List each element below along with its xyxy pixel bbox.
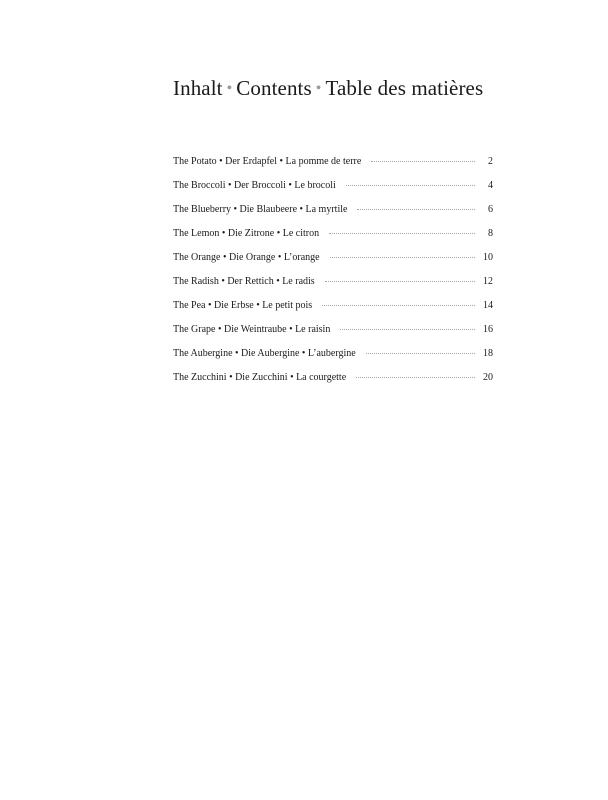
toc-entry[interactable]	[173, 274, 493, 298]
dot-leader	[357, 209, 475, 210]
title-separator: •	[226, 80, 233, 97]
toc-entry[interactable]	[173, 370, 493, 394]
dot-leader	[356, 377, 475, 378]
toc-entry-page: 16	[483, 324, 493, 335]
dot-leader	[371, 161, 475, 162]
toc-entry-label: The Blueberry • Die Blaubeere • La myrtile	[173, 204, 348, 215]
toc-entry-label: The Broccoli • Der Broccoli • Le brocoli	[173, 180, 336, 191]
toc-entry[interactable]	[173, 226, 493, 250]
toc-entry-label: The Pea • Die Erbse • Le petit pois	[173, 300, 313, 311]
toc-title-english: Contents	[236, 76, 312, 100]
toc-entry[interactable]	[173, 202, 493, 226]
dot-leader	[366, 353, 475, 354]
toc-entry-page: 8	[488, 228, 493, 239]
toc-list	[173, 154, 493, 394]
toc-entry[interactable]	[173, 154, 493, 178]
dot-leader	[340, 329, 475, 330]
dot-leader	[346, 185, 475, 186]
toc-title-german: Inhalt	[173, 76, 223, 100]
title-separator: •	[315, 80, 322, 97]
toc-entry-page: 10	[483, 252, 493, 263]
toc-entry[interactable]	[173, 322, 493, 346]
dot-leader	[330, 257, 475, 258]
toc-entry-label: The Radish • Der Rettich • Le radis	[173, 276, 315, 287]
toc-entry-page: 18	[483, 348, 493, 359]
toc-entry-page: 2	[488, 156, 493, 167]
toc-entry-label: The Lemon • Die Zitrone • Le citron	[173, 228, 320, 239]
toc-entry-page: 6	[488, 204, 493, 215]
toc-entry-page: 14	[483, 300, 493, 311]
toc-entry-label: The Zucchini • Die Zucchini • La courgette	[173, 372, 347, 383]
toc-title	[173, 74, 483, 105]
toc-entry-label: The Potato • Der Erdapfel • La pomme de terre	[173, 156, 362, 167]
toc-title-french: Table des matières	[325, 76, 484, 100]
toc-entry[interactable]	[173, 178, 493, 202]
toc-entry-page: 4	[488, 180, 493, 191]
toc-entry[interactable]	[173, 298, 493, 322]
toc-entry-label: The Aubergine • Die Aubergine • L’aubergine	[173, 348, 356, 359]
dot-leader	[329, 233, 475, 234]
dot-leader	[325, 281, 475, 282]
toc-entry-page: 20	[483, 372, 493, 383]
toc-entry[interactable]	[173, 250, 493, 274]
toc-entry-label: The Orange • Die Orange • L’orange	[173, 252, 320, 263]
toc-entry[interactable]	[173, 346, 493, 370]
toc-entry-label: The Grape • Die Weintraube • Le raisin	[173, 324, 331, 335]
dot-leader	[322, 305, 475, 306]
toc-entry-page: 12	[483, 276, 493, 287]
